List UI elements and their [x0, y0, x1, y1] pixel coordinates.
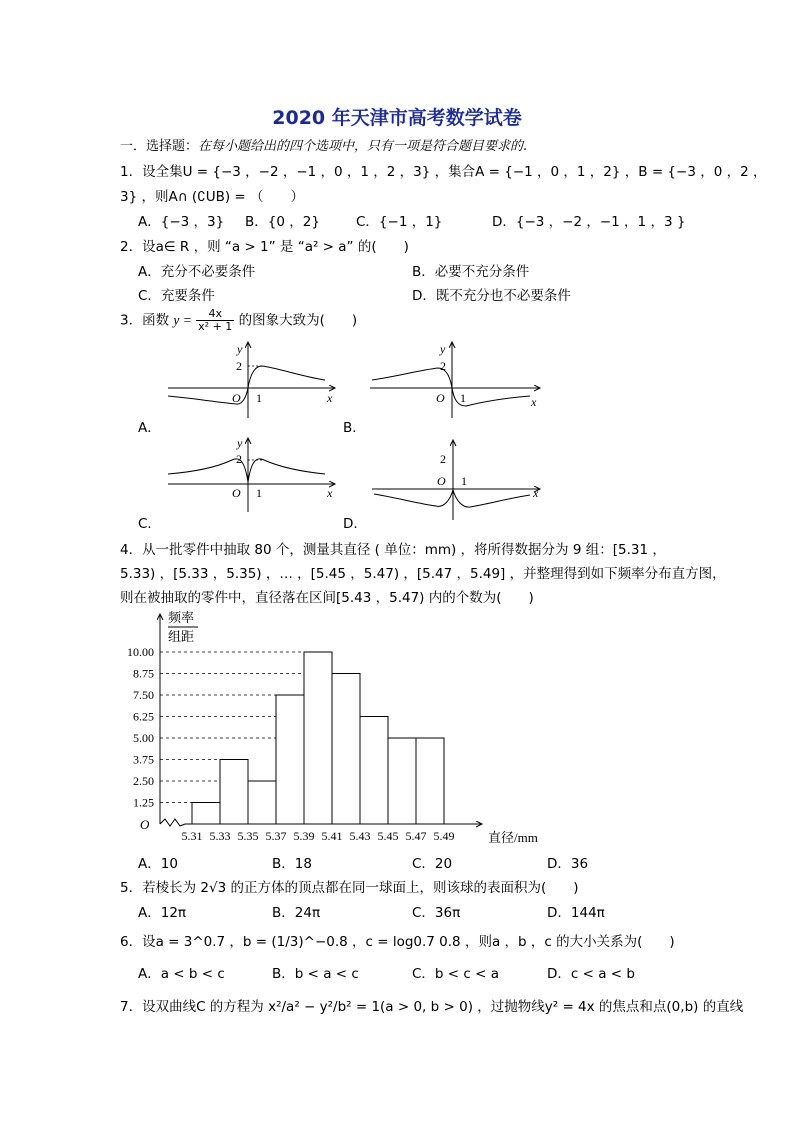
graph-d-curve [374, 490, 530, 507]
q4-option-a: A．10 [138, 856, 178, 872]
x-tick-label-7: 5.45 [377, 829, 399, 843]
y-tick-label-3: 5.00 [133, 731, 154, 745]
x-tick-label-4: 5.39 [293, 829, 315, 843]
graph-a-origin: O [232, 391, 241, 405]
q1-option-b: B．{0 ，2} [245, 214, 320, 230]
q3-func-lhs: y = [173, 312, 192, 328]
q3-option-c: C． [138, 516, 161, 532]
graph-a-x-label: x [327, 391, 333, 405]
q3-func-num: 4x [196, 308, 234, 321]
q6-option-b: B．b < a < c [272, 966, 359, 982]
q4-line1: 4．从一批零件中抽取 80 个，测量其直径 ( 单位：mm) ，将所得数据分为 9 组：[5.31 ， [120, 542, 666, 558]
histogram-bar-7 [388, 738, 416, 824]
graph-c-origin: O [232, 486, 241, 500]
q5-option-b: B．24π [272, 905, 321, 921]
y-tick-label-2: 3.75 [133, 752, 154, 767]
graph-c-y-label: y [237, 436, 243, 450]
x-tick-label-5: 5.41 [321, 829, 343, 843]
graph-a-two: 2 [236, 359, 242, 373]
graph-b-x-label: x [531, 395, 537, 409]
histogram [0, 600, 794, 850]
x-tick-label-9: 5.49 [433, 829, 455, 843]
q3-stem-prefix: 3．函数 [120, 312, 170, 329]
q2-option-c: C．充要条件 [138, 288, 215, 304]
q4-line3: 则在被抽取的零件中，直径落在区间[5.43 ，5.47) 内的个数为( ) [120, 590, 534, 606]
graph-c [168, 436, 335, 512]
histogram-bar-6 [360, 717, 388, 825]
graph-b-y-label: y [440, 342, 446, 356]
histogram-bar-1 [220, 760, 248, 825]
graph-b-two: 2 [440, 359, 446, 373]
axis-break [160, 819, 185, 826]
graph-b-origin: O [436, 391, 445, 405]
q5-stem: 5．若棱长为 2√3 的正方体的顶点都在同一球面上，则该球的表面积为( ) [120, 880, 579, 896]
y-tick-label-6: 8.75 [133, 666, 154, 681]
q6-option-c: C．b < c < a [412, 966, 499, 982]
y-tick-label-7: 10.00 [127, 645, 154, 659]
page-title: 2020 年天津市高考数学试卷 [272, 107, 522, 129]
graph-a-curve [168, 366, 325, 404]
q3-func-den: x² + 1 [198, 320, 233, 333]
q3-graphs [0, 0, 794, 540]
histogram-bar-3 [276, 695, 304, 824]
y-tick-label-5: 7.50 [133, 688, 154, 702]
q1-option-c: C．{−1 ，1} [356, 214, 443, 230]
histogram-ylabel-top: 频率 [168, 610, 195, 625]
y-tick-label-1: 2.50 [133, 774, 154, 788]
x-tick-label-2: 5.35 [237, 829, 259, 843]
q6-stem: 6．设a = 3^0.7 ，b = (1/3)^−0.8 ，c = log0.7 0.8 ，则a ，b ，c 的大小关系为( ) [120, 934, 675, 950]
graph-a-one: 1 [256, 391, 262, 405]
q5-option-a: A．12π [138, 905, 187, 921]
q1-option-a: A．{−3 ，3} [138, 214, 225, 230]
x-tick-label-0: 5.31 [181, 829, 203, 843]
histogram-ylabel-bottom: 组距 [168, 629, 195, 644]
graph-c-curve [168, 459, 325, 482]
q6-option-a: A．a < b < c [138, 966, 225, 982]
graph-b [370, 342, 540, 418]
y-tick-label-4: 6.25 [133, 709, 154, 724]
graph-d-origin: O [437, 474, 446, 488]
q6-option-d: D．c < a < b [547, 966, 635, 982]
q7-stem: 7．设双曲线C 的方程为 x²/a² − y²/b² = 1(a > 0, b > 0) ，过抛物线y² = 4x 的焦点和点(0,b) 的直线 [120, 999, 744, 1015]
q2-stem: 2．设a∈ R ，则 “a > 1” 是 “a² > a” 的( ) [120, 239, 409, 255]
graph-d-x-label: x [533, 486, 539, 500]
q3-option-a: A． [138, 420, 161, 436]
graph-c-two: 2 [236, 452, 242, 466]
graph-d-two: 2 [440, 452, 446, 466]
graph-b-curve [372, 368, 530, 406]
graph-a-y-label: y [237, 342, 243, 356]
graph-a [168, 342, 335, 418]
graph-d-one: 1 [461, 474, 467, 488]
q2-option-b: B．必要不充分条件 [412, 264, 530, 280]
y-tick-label-0: 1.25 [133, 795, 154, 810]
q1-line2: 3} ，则A∩ (∁UB) = （ ） [120, 189, 305, 205]
graph-c-one: 1 [256, 486, 262, 500]
q2-option-d: D．既不充分也不必要条件 [412, 288, 571, 304]
q3-option-b: B． [343, 420, 366, 436]
histogram-origin: O [140, 817, 150, 832]
graph-d [372, 440, 540, 520]
histogram-bar-0 [192, 803, 220, 825]
x-tick-label-1: 5.33 [209, 829, 231, 843]
q4-option-c: C．20 [412, 856, 453, 872]
histogram-xlabel: 直径/mm [488, 830, 538, 845]
section-label: 一．选择题： [120, 139, 199, 154]
q5-option-c: C．36π [412, 905, 461, 921]
histogram-bar-2 [248, 781, 276, 824]
x-tick-label-6: 5.43 [349, 829, 371, 843]
graph-c-x-label: x [327, 486, 333, 500]
q1-line1: 1．设全集U = {−3 ，−2 ，−1 ，0 ，1 ，2 ，3} ，集合A = {−1 ，0 ，1 ，2} ，B = {−3 ，0 ，2 ， [120, 164, 767, 180]
q4-option-d: D．36 [547, 856, 589, 872]
x-tick-label-8: 5.47 [405, 829, 427, 843]
q5-option-d: D．144π [547, 905, 605, 921]
q3-stem-suffix: 的图象大致为( ) [238, 312, 358, 329]
q1-option-d: D．{−3 ，−2 ，−1 ，1 ，3 } [492, 214, 686, 230]
histogram-bar-5 [332, 674, 360, 825]
graph-b-one: 1 [460, 391, 466, 405]
q3-option-d: D． [343, 516, 367, 532]
q4-line2: 5.33) ，[5.33 ，5.35) ，… ，[5.45 ，5.47) ，[5.47 ，5.49] ，并整理得到如下频率分布直方图， [120, 566, 726, 582]
histogram-bar-8 [416, 738, 444, 824]
x-tick-label-3: 5.37 [265, 829, 287, 843]
section-instruction: 在每小题给出的四个选项中，只有一项是符合题目要求的. [198, 139, 528, 154]
histogram-bar-4 [304, 652, 332, 824]
q2-option-a: A．充分不必要条件 [138, 264, 256, 280]
q4-option-b: B．18 [272, 856, 312, 872]
